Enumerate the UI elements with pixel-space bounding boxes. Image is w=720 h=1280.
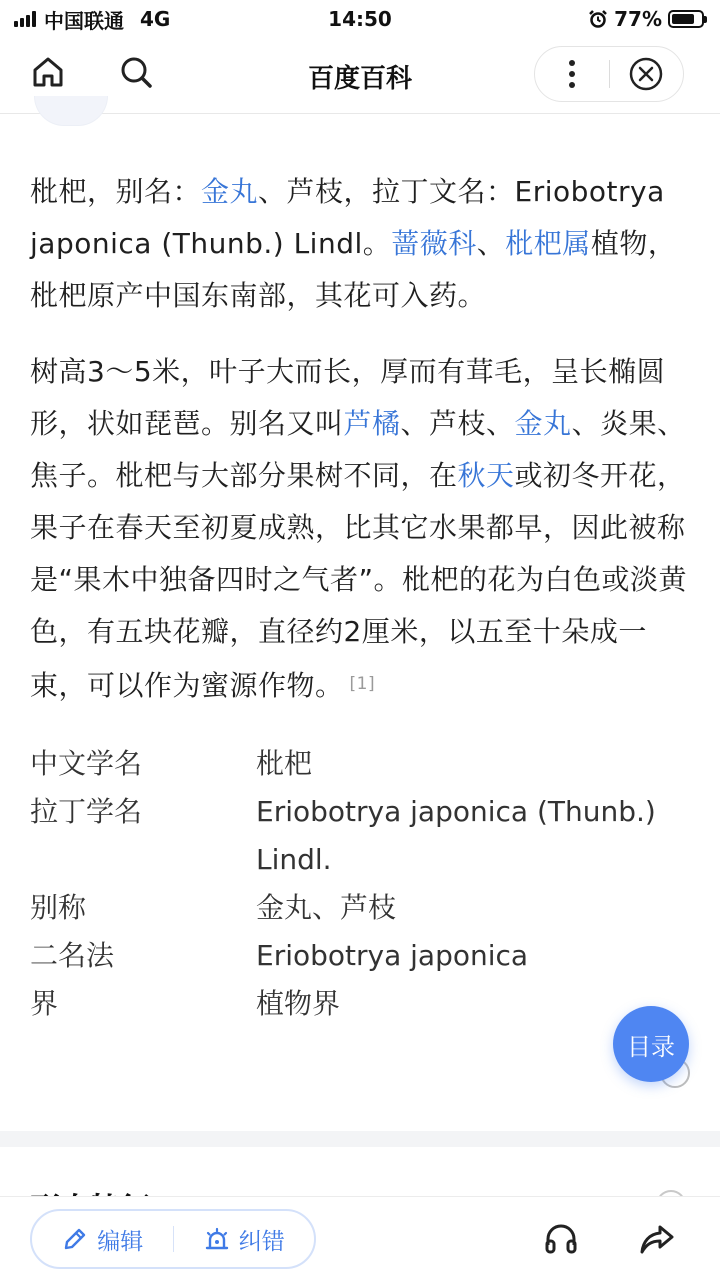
info-key: 界	[30, 987, 59, 1020]
reference-marker[interactable]: [1]	[349, 674, 376, 694]
description-paragraph	[30, 346, 696, 712]
mini-program-capsule	[534, 46, 684, 102]
info-value: Eriobotrya japonica	[256, 939, 529, 972]
pencil-icon	[61, 1225, 89, 1253]
text-span: 植物，枇杷原产中国东南部，其花可入药。	[30, 227, 677, 312]
more-vertical-icon[interactable]	[535, 46, 609, 102]
battery-level	[672, 14, 694, 24]
summary-paragraph	[30, 166, 696, 322]
report-label: 纠错	[238, 1228, 285, 1255]
link-jinwan[interactable]: 金丸	[201, 175, 259, 208]
info-row	[30, 980, 696, 1028]
info-key: 拉丁学名	[30, 795, 143, 828]
info-value: 枇杷	[256, 747, 313, 780]
basic-info-table	[30, 740, 696, 1028]
toc-button[interactable]: 目录	[613, 1006, 689, 1082]
link-autumn[interactable]: 秋天	[457, 459, 515, 492]
text-span: 、芦枝、	[400, 407, 515, 440]
edit-report-pill	[30, 1209, 316, 1269]
report-error-button[interactable]	[174, 1211, 315, 1267]
status-right	[588, 7, 704, 31]
text-span: 、炎果、焦子。枇杷与大部分果树不同，在	[30, 407, 686, 492]
link-eriobotrya[interactable]: 枇杷属	[505, 227, 591, 260]
page-title: 百度百科	[307, 64, 412, 94]
text-span: 枇杷，别名：	[30, 175, 202, 208]
link-jinwan-2[interactable]: 金丸	[514, 407, 572, 440]
info-value: 植物界	[256, 987, 341, 1020]
info-key: 别称	[30, 891, 87, 924]
alarm-clock-icon	[588, 9, 608, 29]
nav-bar	[0, 38, 720, 114]
info-row	[30, 788, 696, 884]
text-span: 或初冬开花，果子在春天至初夏成熟，比其它水果都早，因此被称是“果木中独备四时之气者”。枇杷的花为白色或淡黄色，有五块花瓣，直径约2厘米，以五至十朵成一束，可以作为蜜源作物。	[30, 459, 688, 702]
text-span: 树高3～5米，叶子大而长，厚而有茸毛，呈长椭圆形，状如琵琶。别名又叫	[30, 355, 666, 440]
link-luju[interactable]: 芦橘	[343, 407, 401, 440]
link-rosaceae[interactable]: 蔷薇科	[391, 227, 477, 260]
status-left	[14, 5, 170, 34]
info-row	[30, 932, 696, 980]
info-row	[30, 884, 696, 932]
battery-percent: 77%	[614, 7, 662, 31]
text-span: 、	[476, 227, 506, 260]
info-value: 金丸、芦枝	[256, 891, 397, 924]
info-value: Eriobotrya japonica (Thunb.) Lindl.	[256, 795, 656, 876]
close-circle-icon[interactable]	[610, 46, 683, 102]
headphones-icon[interactable]	[541, 1219, 581, 1259]
edit-label: 编辑	[97, 1228, 144, 1255]
info-key: 二名法	[30, 939, 115, 972]
bottom-toolbar	[0, 1196, 720, 1280]
battery-icon	[668, 10, 704, 28]
network-label: 4G	[140, 7, 171, 31]
faint-avatar-shape	[34, 96, 108, 126]
section-divider	[0, 1131, 720, 1147]
edit-button[interactable]	[32, 1211, 173, 1267]
info-row	[30, 740, 696, 788]
alarm-icon	[203, 1225, 231, 1253]
article-content	[30, 166, 696, 1028]
status-time: 14:50	[328, 7, 392, 31]
info-key: 中文学名	[30, 747, 143, 780]
text-span: 、芦枝，拉丁文名：Eriobotrya japonica (Thunb.) Lindl。	[30, 175, 665, 260]
signal-icon	[14, 11, 36, 27]
share-icon[interactable]	[637, 1219, 677, 1259]
status-bar	[0, 0, 720, 38]
carrier-label: 中国联通	[44, 8, 124, 33]
